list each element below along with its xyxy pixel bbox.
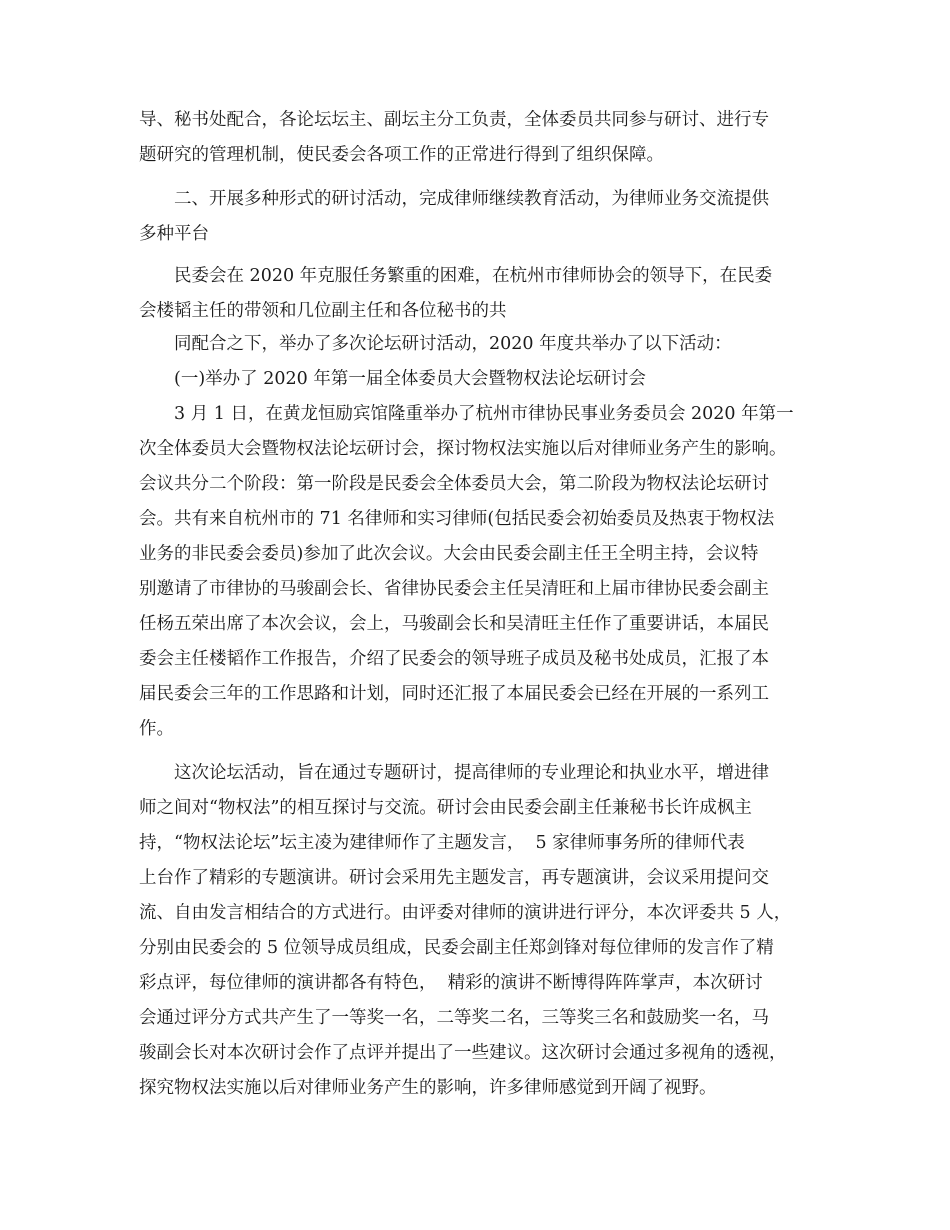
text-line: 师之间对“物权法”的相互探讨与交流。研讨会由民委会副主任兼秘书长许成枫主 [139, 798, 752, 818]
text-line: 多种平台 [139, 224, 209, 244]
subsection-heading: (一)举办了 2020 年第一届全体委员大会暨物权法论坛研讨会 [174, 369, 646, 389]
text-line: 别邀请了市律协的马骏副会长、省律协民委会主任吴清旺和上届市律协民委会副主 [139, 579, 769, 599]
section-heading: 二、开展多种形式的研讨活动，完成律师继续教育活动，为律师业务交流提供 [174, 189, 769, 209]
text-line: 分别由民委会的 5 位领导成员组成，民委会副主任郑剑锋对每位律师的发言作了精 [139, 938, 774, 958]
text-line: 民委会在 2020 年克服任务繁重的困难，在杭州市律师协会的领导下，在民委 [174, 266, 773, 286]
text-line: 业务的非民委会委员)参加了此次会议。大会由民委会副主任王全明主持，会议特 [139, 544, 759, 564]
text-line: 3 月 1 日，在黄龙恒励宾馆隆重举办了杭州市律协民事业务委员会 2020 年第一 [174, 404, 794, 424]
text-line: 彩点评，每位律师的演讲都各有特色， 精彩的演讲不断博得阵阵掌声，本次研讨 [139, 973, 763, 993]
text-line: 持，“物权法论坛”坛主凌为建律师作了主题发言， 5 家律师事务所的律师代表 [139, 833, 745, 853]
text-line: 会楼韬主任的带领和几位副主任和各位秘书的共 [139, 301, 507, 321]
text-line: 作。 [139, 719, 174, 739]
text-line: 届民委会三年的工作思路和计划，同时还汇报了本届民委会已经在开展的一系列工 [139, 684, 769, 704]
text-line: 委会主任楼韬作工作报告，介绍了民委会的领导班子成员及秘书处成员，汇报了本 [139, 649, 769, 669]
text-line: 骏副会长对本次研讨会作了点评并提出了一些建议。这次研讨会通过多视角的透视， [139, 1043, 787, 1063]
text-line: 导、秘书处配合，各论坛坛主、副坛主分工负责，全体委员共同参与研讨、进行专 [139, 110, 769, 130]
text-line: 探究物权法实施以后对律师业务产生的影响，许多律师感觉到开阔了视野。 [139, 1078, 717, 1098]
text-line: 任杨五荣出席了本次会议，会上，马骏副会长和吴清旺主任作了重要讲话，本届民 [139, 614, 769, 634]
text-line: 这次论坛活动，旨在通过专题研讨，提高律师的专业理论和执业水平，增进律 [174, 763, 769, 783]
text-line: 会议共分二个阶段：第一阶段是民委会全体委员大会，第二阶段为物权法论坛研讨 [139, 474, 769, 494]
text-line: 会。共有来自杭州市的 71 名律师和实习律师(包括民委会初始委员及热衷于物权法 [139, 509, 775, 529]
text-line: 同配合之下，举办了多次论坛研讨活动，2020 年度共举办了以下活动： [174, 334, 732, 354]
text-line: 会通过评分方式共产生了一等奖一名，二等奖二名，三等奖三名和鼓励奖一名，马 [139, 1008, 769, 1028]
text-line: 次全体委员大会暨物权法论坛研讨会，探讨物权法实施以后对律师业务产生的影响。 [139, 439, 787, 459]
text-line: 上台作了精彩的专题演讲。研讨会采用先主题发言，再专题演讲，会议采用提问交 [139, 868, 769, 888]
text-line: 题研究的管理机制，使民委会各项工作的正常进行得到了组织保障。 [139, 145, 664, 165]
text-line: 流、自由发言相结合的方式进行。由评委对律师的演讲进行评分，本次评委共 5 人， [139, 903, 792, 923]
